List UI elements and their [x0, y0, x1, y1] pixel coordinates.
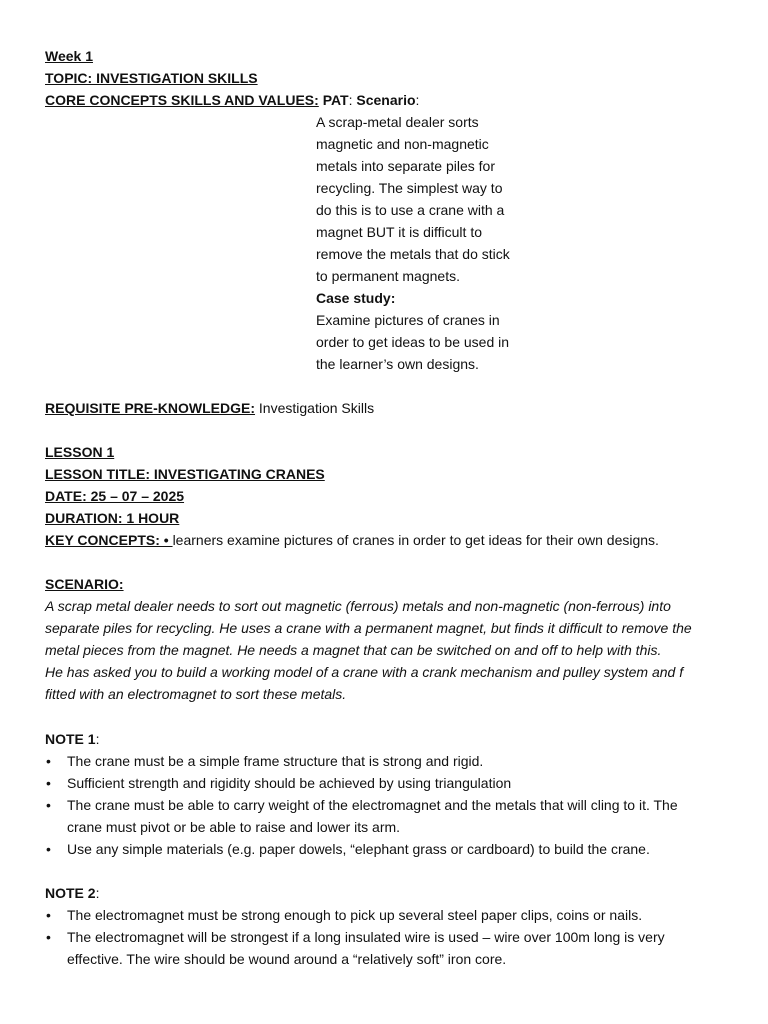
scenario-text-line: He has asked you to build a working model of a crane with a crank mechanism and pulley system and f: [45, 664, 684, 680]
key-concepts-value: learners examine pictures of cranes in order to get ideas for their own designs.: [172, 532, 659, 548]
case-study-line: order to get ideas to be used in: [316, 334, 510, 350]
bullet-icon: •: [46, 929, 51, 945]
pat-scenario-line: magnet BUT it is difficult to: [316, 224, 482, 240]
list-item: • The electromagnet must be strong enough to pick up several steel paper clips, coins or nails.: [45, 904, 725, 926]
lesson-number: LESSON 1: [45, 444, 115, 460]
case-study-line: Examine pictures of cranes in: [316, 312, 500, 328]
pat-scenario-line: recycling. The simplest way to: [316, 180, 503, 196]
list-item: • Sufficient strength and rigidity should be achieved by using triangulation: [45, 772, 725, 794]
note1-label: NOTE 1: [45, 731, 96, 747]
scenario-text-line: fitted with an electromagnet to sort these metals.: [45, 686, 347, 702]
scenario-colon: :: [415, 92, 420, 108]
bullet-icon: •: [46, 753, 51, 769]
pat-separator: :: [348, 92, 357, 108]
lesson-duration: DURATION: 1 HOUR: [45, 510, 180, 526]
pat-scenario-line: remove the metals that do stick: [316, 246, 510, 262]
bullet-icon: •: [46, 797, 51, 813]
case-study-label: Case study:: [316, 290, 396, 306]
bullet-icon: •: [46, 841, 51, 857]
note2-colon: :: [95, 885, 100, 901]
bullet-icon: •: [46, 775, 51, 791]
prereq-label: REQUISITE PRE-KNOWLEDGE:: [45, 400, 256, 416]
lesson-title: LESSON TITLE: INVESTIGATING CRANES: [45, 466, 325, 482]
scenario-heading: SCENARIO:: [45, 576, 124, 592]
note2-list: [45, 904, 725, 970]
topic-heading: TOPIC: INVESTIGATION SKILLS: [45, 70, 258, 86]
case-study-line: the learner’s own designs.: [316, 356, 479, 372]
pat-scenario-line: metals into separate piles for: [316, 158, 495, 174]
scenario-text-line: metal pieces from the magnet. He needs a magnet that can be switched on and off to help with this.: [45, 642, 662, 658]
week-heading: Week 1: [45, 48, 93, 64]
lesson-plan-page: [45, 45, 725, 970]
key-concepts-line: [45, 529, 725, 551]
note1-heading: [45, 728, 725, 750]
prereq-line: [45, 397, 725, 419]
pat-scenario-line: do this is to use a crane with a: [316, 202, 505, 218]
core-concepts-label: CORE CONCEPTS SKILLS AND VALUES:: [45, 92, 319, 108]
list-item: • The electromagnet will be strongest if a long insulated wire is used – wire over 100m long is very effective. The wire should be wound around a “relatively soft” iron core.: [45, 926, 725, 970]
key-concepts-label: KEY CONCEPTS: •: [45, 532, 173, 548]
note1-list: [45, 750, 725, 860]
bullet-icon: •: [46, 907, 51, 923]
note1-colon: :: [95, 731, 100, 747]
pat-label: PAT: [322, 92, 349, 108]
scenario-label: Scenario: [356, 92, 416, 108]
scenario-text-line: A scrap metal dealer needs to sort out magnetic (ferrous) metals and non-magnetic (non-ferrous) into: [45, 598, 671, 614]
pat-scenario-line: to permanent magnets.: [316, 268, 460, 284]
list-item: • The crane must be a simple frame structure that is strong and rigid.: [45, 750, 725, 772]
pat-scenario-line: A scrap-metal dealer sorts: [316, 114, 479, 130]
list-item: • The crane must be able to carry weight of the electromagnet and the metals that will cling to it. The crane must pivot or be able to raise and lower its arm.: [45, 794, 725, 838]
core-concepts-line: [45, 89, 725, 111]
lesson-date: DATE: 25 – 07 – 2025: [45, 488, 185, 504]
list-item: • Use any simple materials (e.g. paper dowels, “elephant grass or cardboard) to build the crane.: [45, 838, 725, 860]
scenario-text-line: separate piles for recycling. He uses a crane with a permanent magnet, but finds it difficult to remove the: [45, 620, 692, 636]
note2-label: NOTE 2: [45, 885, 96, 901]
prereq-value: Investigation Skills: [255, 400, 375, 416]
pat-scenario-block: [316, 111, 531, 375]
pat-scenario-line: magnetic and non-magnetic: [316, 136, 489, 152]
note2-heading: [45, 882, 725, 904]
